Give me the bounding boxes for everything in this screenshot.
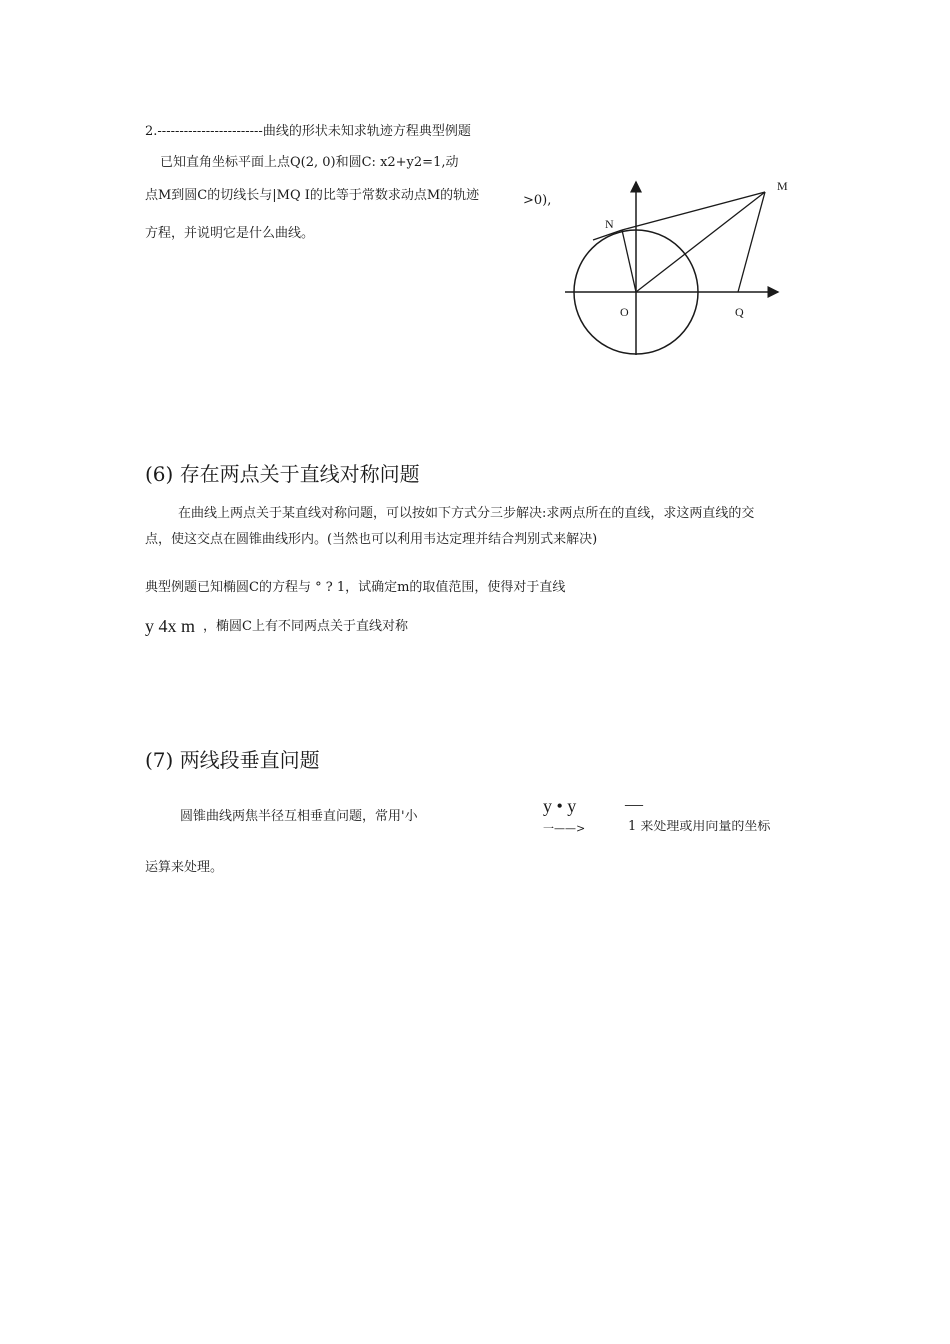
section2-title: 2.------------------------曲线的形状未知求轨迹方程典型例题 [145,124,471,139]
section7-formula-bottom-right: 1 来处理或用向量的坐标 [628,820,771,832]
circle-tangent-figure [560,170,800,370]
section6-heading: (6) 存在两点关于直线对称问题 [145,462,420,486]
section6-example-formula: y 4x m [145,616,196,636]
section2-line2: 点M到圆C的切线长与|MQ I的比等于常数求动点M的轨迹 [145,188,480,203]
tangent-stub [593,230,622,240]
line-MQ [738,192,765,292]
section2-line3: 方程，并说明它是什么曲线。 [145,226,315,241]
section6-example-line2: ，椭圆C上有不同两点关于直线对称 [203,619,408,634]
section7-heading: (7) 两线段垂直问题 [145,748,320,772]
line-NO [622,230,636,292]
label-Q: Q [735,305,744,319]
section6-para-line2: 点，使这交点在圆锥曲线形内。(当然也可以利用韦达定理并结合判别式来解决) [145,532,598,547]
section6-para-line1: 在曲线上两点关于某直线对称问题，可以按如下方式分三步解决:求两点所在的直线，求这两直线的交 [178,506,755,521]
section2-line1: 已知直角坐标平面上点Q(2, 0)和圆C: x2+y2=1,动 [160,155,459,170]
section2-line2-tail: >0), [523,193,552,208]
label-O: O [620,305,629,319]
line-MN [622,192,765,230]
section6-example-line1: 典型例题已知椭圆C的方程与 ° ? 1，试确定m的取值范围，使得对于直线 [145,580,566,595]
label-M: M [777,179,788,193]
section7-formula-dash: — [625,794,643,814]
label-N: N [605,217,614,231]
section7-para-line2: 运算来处理。 [145,860,224,875]
section7-para-line1: 圆锥曲线两焦半径互相垂直问题，常用'小 [180,809,418,824]
line-MO [636,192,765,292]
section7-formula-top: y • y [543,796,577,816]
section7-formula-bottom-left: 一——> [543,822,586,835]
